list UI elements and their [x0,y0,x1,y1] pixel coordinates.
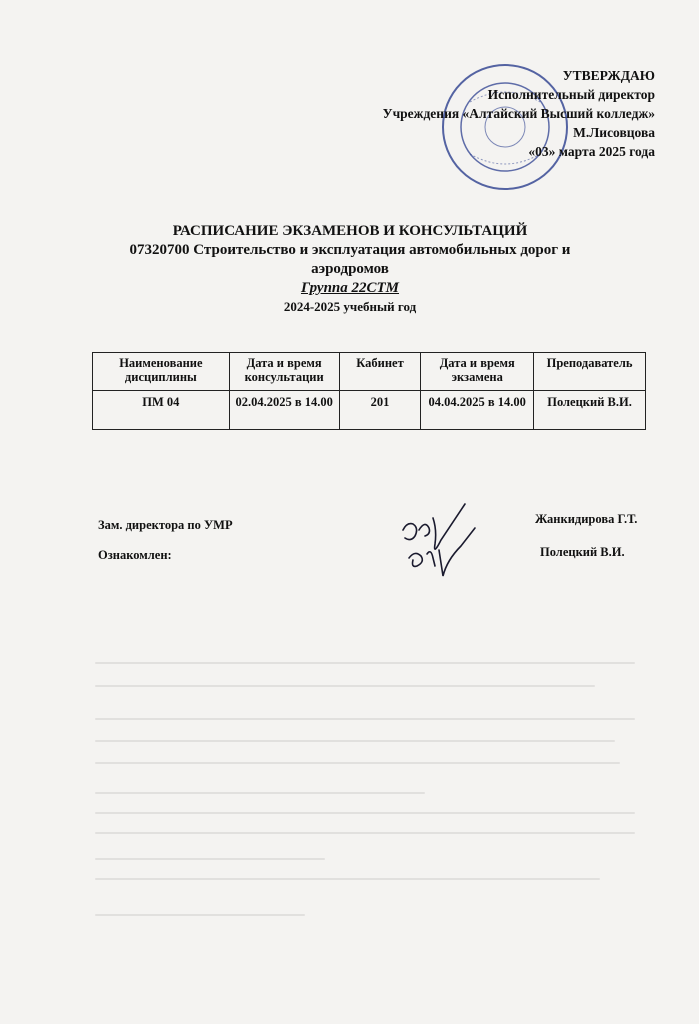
bleed-through-line [95,878,600,880]
approval-position: Исполнительный директор [487,87,655,102]
column-header: Наименование дисциплины [93,353,230,391]
bleed-through-line [95,858,325,860]
approval-heading: УТВЕРЖДАЮ [562,68,655,83]
deputy-name: Жанкидирова Г.Т. [535,512,638,526]
column-header: Дата и время консультации [229,353,339,391]
bleed-through-line [95,914,305,916]
specialty-line-1: 07320700 Строительство и эксплуатация автомобильных дорог и [129,242,571,258]
bleed-through-line [95,685,595,687]
bleed-through-line [95,662,635,664]
table-header-row [93,353,646,391]
table-cell-room: 201 [339,391,421,430]
specialty-line-2: аэродромов [311,261,389,277]
handwritten-signature-icon [395,500,490,585]
exam-schedule-table [92,352,646,430]
approval-date: «03» марта 2025 года [528,144,655,159]
bleed-through-line [95,792,425,794]
document-title-block [70,222,630,316]
column-header: Кабинет [339,353,421,391]
academic-year: 2024-2025 учебный год [283,299,417,314]
approval-block [383,66,655,161]
bleed-through-line [95,718,635,720]
acquainted-label: Ознакомлен: [98,548,172,562]
table-cell-exam: 04.04.2025 в 14.00 [421,391,534,430]
deputy-label: Зам. директора по УМР [98,518,233,532]
bleed-through-line [95,740,615,742]
table-cell-teacher: Полецкий В.И. [534,391,646,430]
table-row [93,391,646,430]
document-title: РАСПИСАНИЕ ЭКЗАМЕНОВ И КОНСУЛЬТАЦИЙ [172,223,528,239]
approval-name: М.Лисовцова [573,125,655,140]
table-cell-consultation: 02.04.2025 в 14.00 [229,391,339,430]
group-label: Группа 22СТМ [300,280,400,296]
acquainted-name: Полецкий В.И. [540,545,625,559]
column-header: Дата и время экзамена [421,353,534,391]
approval-institution: Учреждения «Алтайский Высший колледж» [382,106,655,121]
table-cell-discipline: ПМ 04 [93,391,230,430]
bleed-through-line [95,832,635,834]
bleed-through-line [95,762,620,764]
column-header: Преподаватель [534,353,646,391]
bleed-through-line [95,812,635,814]
